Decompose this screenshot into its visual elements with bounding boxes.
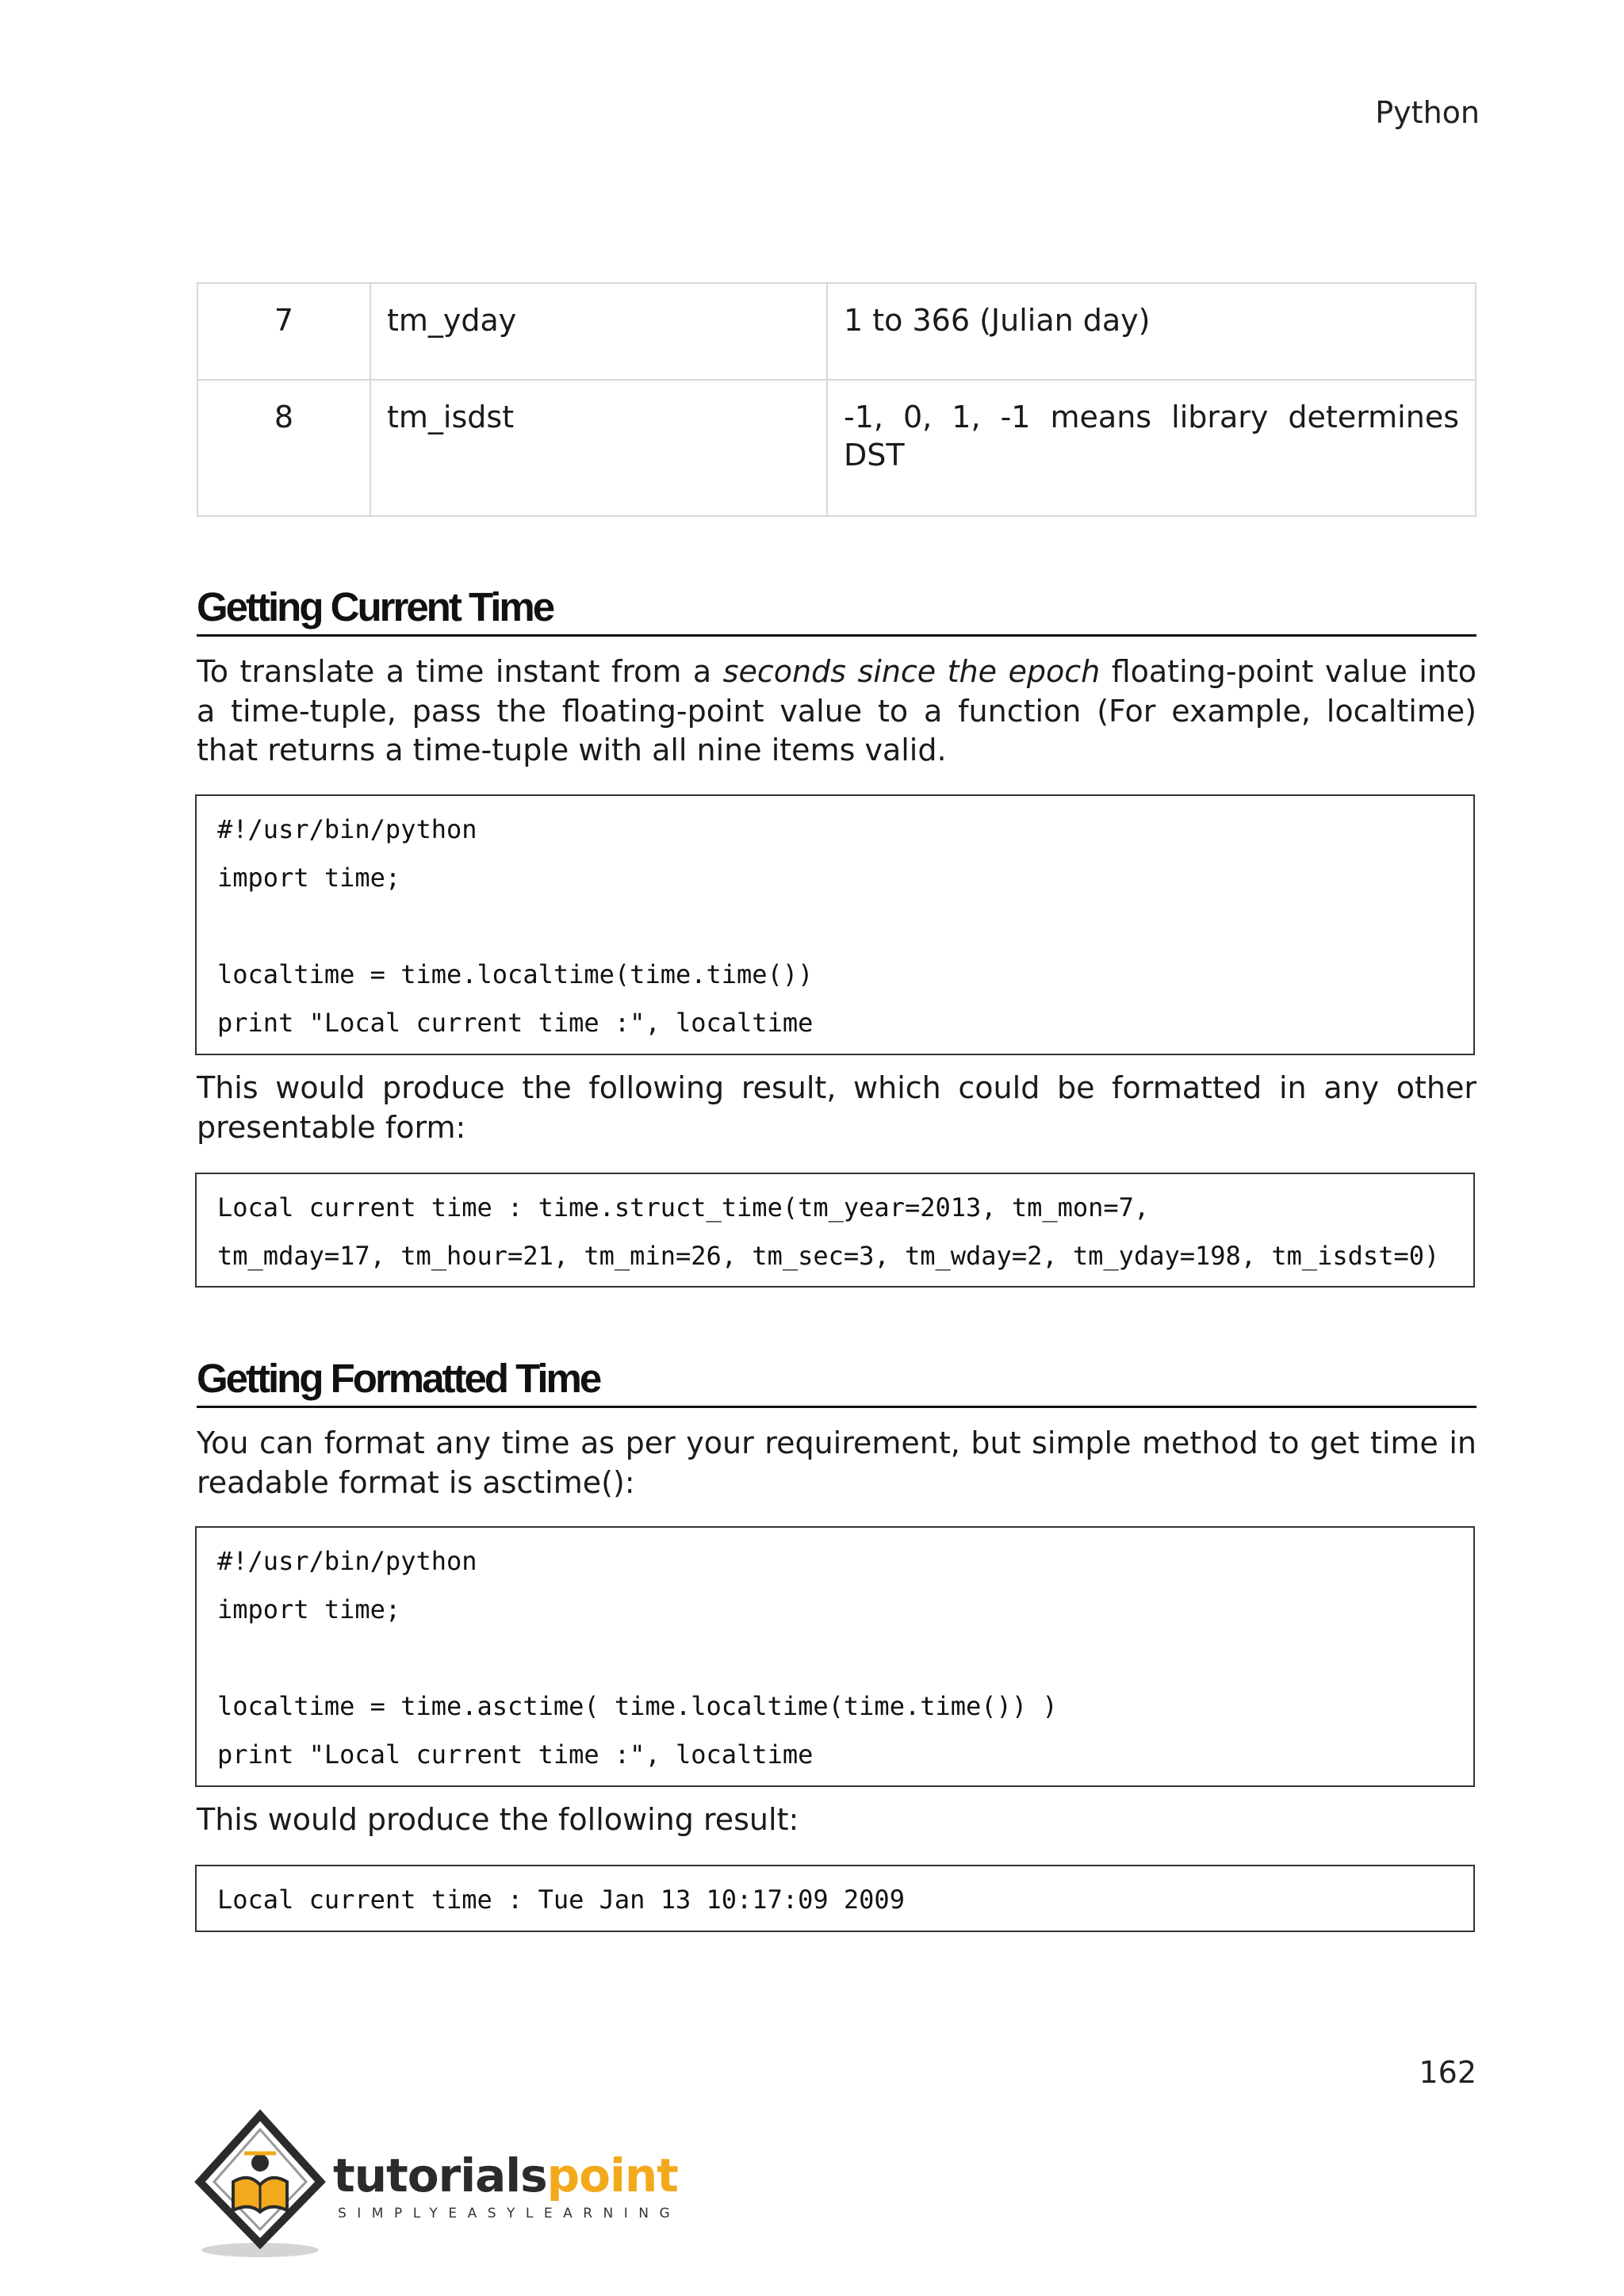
code-line: print "Local current time :", localtime — [217, 1008, 814, 1038]
section-intro-paragraph: You can format any time as per your requirement, but simple method to get time in readable format is asctime(): — [197, 1425, 1477, 1500]
output-block — [195, 1173, 1475, 1288]
table-cell-field: tm_isdst — [370, 380, 827, 516]
code-line: import time; — [217, 1594, 401, 1624]
code-line: print "Local current time :", localtime — [217, 1739, 814, 1770]
struct-time-table — [197, 282, 1477, 517]
logo-word-point: point — [546, 2149, 678, 2202]
code-line — [217, 1634, 1453, 1682]
code-line: #!/usr/bin/python — [217, 814, 477, 844]
intro-text: To translate a time instant from a — [197, 654, 723, 689]
running-header: Python — [1375, 95, 1480, 130]
table-cell-index: 8 — [197, 380, 370, 516]
page-number: 162 — [1419, 2055, 1477, 2090]
code-line: import time; — [217, 863, 401, 893]
result-description: This would produce the following result, which could be formatted in any other presentable form: — [197, 1070, 1477, 1145]
code-block — [195, 794, 1475, 1055]
section-intro-paragraph — [197, 652, 1477, 771]
code-line: localtime = time.asctime( time.localtime(time.time()) ) — [217, 1691, 1058, 1721]
output-line: Local current time : Tue Jan 13 10:17:09 2009 — [217, 1885, 905, 1915]
logo-word-tutorials: tutorials — [333, 2149, 547, 2202]
table-row — [197, 380, 1476, 516]
output-block — [195, 1865, 1475, 1932]
logo-tagline: SIMPLYEASYLEARNING — [338, 2206, 681, 2221]
code-line: #!/usr/bin/python — [217, 1546, 477, 1576]
output-line: tm_mday=17, tm_hour=21, tm_min=26, tm_sec=3, tm_wday=2, tm_yday=198, tm_isdst=0) — [217, 1241, 1440, 1271]
table-cell-values: 1 to 366 (Julian day) — [827, 283, 1476, 380]
table-row — [197, 283, 1476, 380]
table-cell-field: tm_yday — [370, 283, 827, 380]
section-heading-current-time: Getting Current Time — [197, 584, 1477, 637]
table-cell-index: 7 — [197, 283, 370, 380]
intro-emphasis: seconds since the epoch — [722, 654, 1101, 689]
result-description: This would produce the following result: — [197, 1802, 799, 1837]
section-heading-formatted-time: Getting Formatted Time — [197, 1355, 1477, 1408]
output-line: Local current time : time.struct_time(tm_year=2013, tm_mon=7, — [217, 1192, 1150, 1223]
logo-diamond-icon — [193, 2109, 344, 2260]
code-line: localtime = time.localtime(time.time()) — [217, 959, 814, 989]
logo-wordmark — [333, 2149, 678, 2202]
code-line — [217, 902, 1453, 951]
intro-text: floating-point value into a time-tuple, pass the floating-point value to a function (For example, localtime) that returns a time-tuple with all nine items valid. — [197, 654, 1477, 767]
code-block — [195, 1526, 1475, 1787]
table-cell-values: -1, 0, 1, -1 means library determines DST — [827, 380, 1476, 516]
tutorialspoint-logo — [193, 2109, 685, 2260]
